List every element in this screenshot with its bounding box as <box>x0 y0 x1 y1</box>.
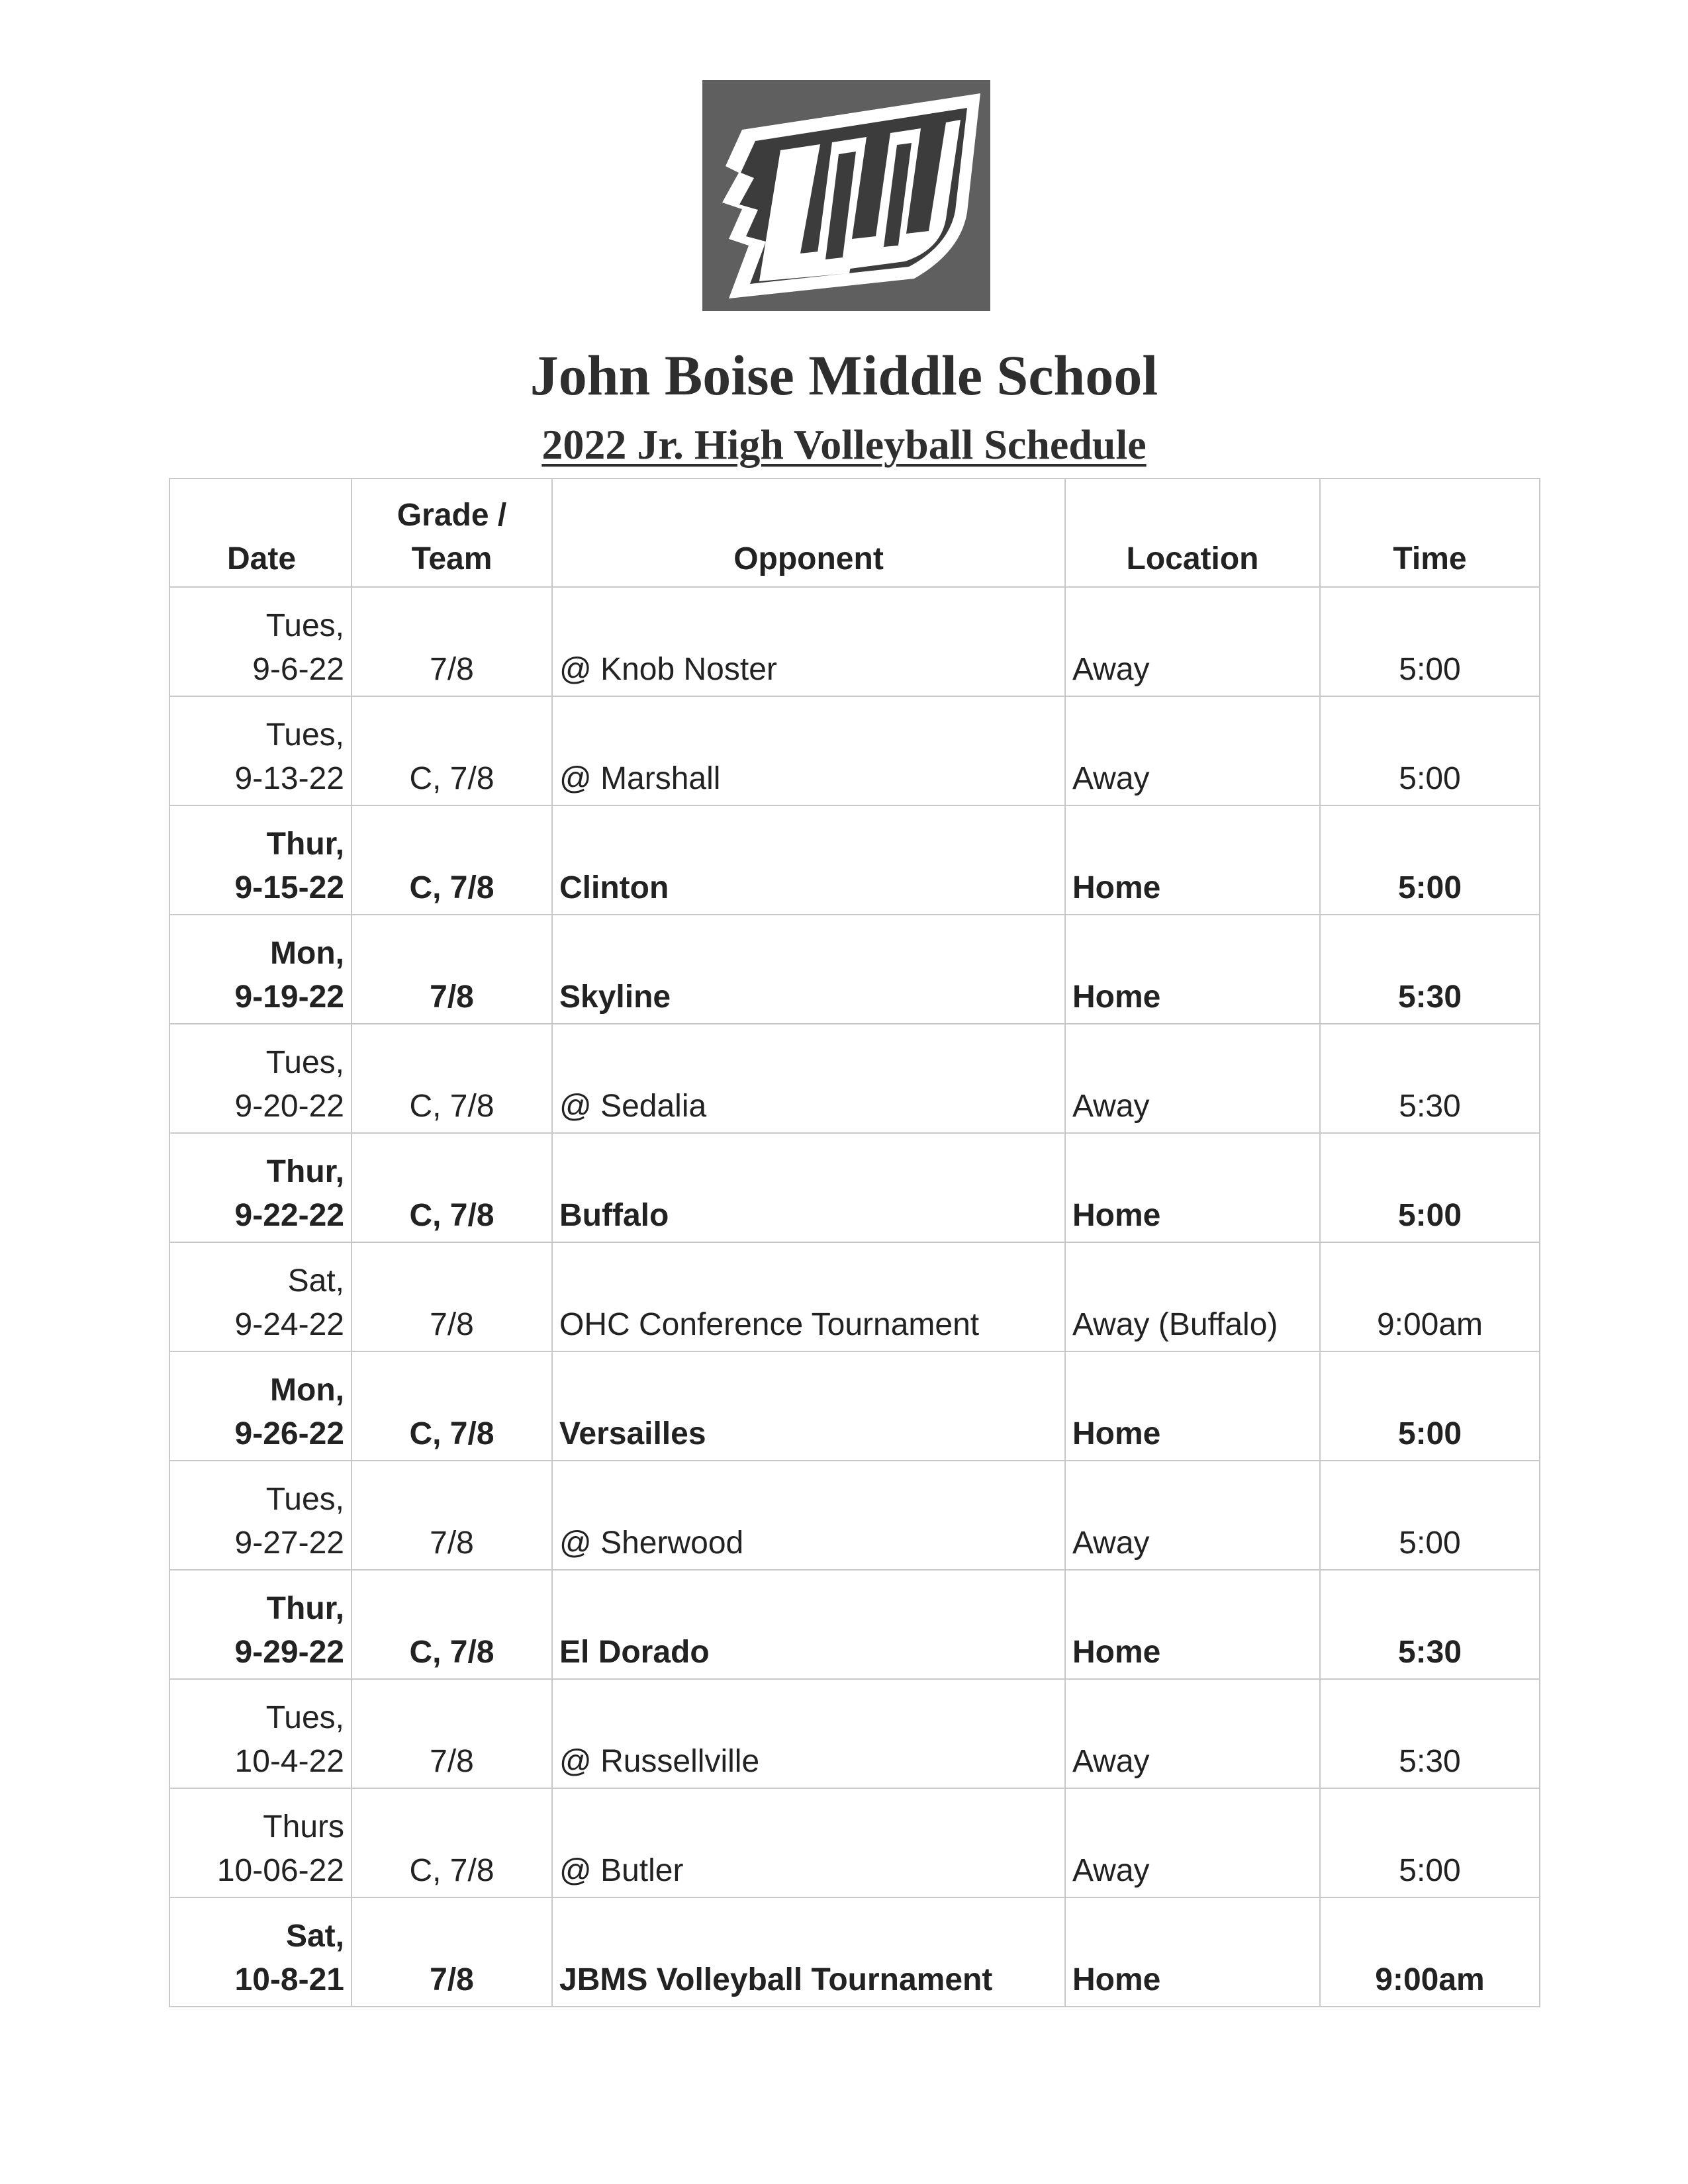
time-cell: 5:00 <box>1320 1788 1540 1897</box>
location-cell: Home <box>1065 1133 1320 1242</box>
date: 9-15-22 <box>234 870 344 905</box>
location-cell: Away <box>1065 1024 1320 1133</box>
time-cell: 5:00 <box>1320 587 1540 696</box>
time-cell: 5:00 <box>1320 1351 1540 1461</box>
time-cell: 5:30 <box>1320 1570 1540 1679</box>
grade-cell: C, 7/8 <box>352 1788 552 1897</box>
grade-cell: 7/8 <box>352 1679 552 1788</box>
date: 10-06-22 <box>216 1853 344 1888</box>
grade-cell: 7/8 <box>352 1461 552 1570</box>
lw-logo-icon <box>702 80 990 311</box>
date-cell <box>169 1133 352 1242</box>
opponent-cell: @ Sherwood <box>552 1461 1065 1570</box>
date-cell <box>169 1461 352 1570</box>
table-row <box>169 1351 1540 1461</box>
day: Tues, <box>265 717 344 752</box>
opponent-cell: Clinton <box>552 805 1065 915</box>
date-cell <box>169 1788 352 1897</box>
day: Mon, <box>270 936 344 971</box>
schedule-title-text: 2022 Jr. High Volleyball Schedule <box>541 421 1147 468</box>
opponent-cell: Buffalo <box>552 1133 1065 1242</box>
time-cell: 5:00 <box>1320 696 1540 805</box>
date: 9-6-22 <box>252 652 344 687</box>
opponent-cell: @ Marshall <box>552 696 1065 805</box>
table-row <box>169 1788 1540 1897</box>
table-row <box>169 1461 1540 1570</box>
date-cell <box>169 1897 352 2007</box>
table-row <box>169 1679 1540 1788</box>
school-name: John Boise Middle School <box>530 343 1158 407</box>
opponent-cell: @ Butler <box>552 1788 1065 1897</box>
time-cell: 5:30 <box>1320 915 1540 1024</box>
day: Thur, <box>266 827 344 862</box>
grade-cell: C, 7/8 <box>352 1570 552 1679</box>
date-cell <box>169 1679 352 1788</box>
time-cell: 5:30 <box>1320 1024 1540 1133</box>
location-cell: Away <box>1065 1788 1320 1897</box>
grade-cell: C, 7/8 <box>352 1024 552 1133</box>
time-cell: 9:00am <box>1320 1897 1540 2007</box>
grade-cell: C, 7/8 <box>352 805 552 915</box>
column-header-grade-line2: Team <box>411 541 492 576</box>
table-row <box>169 915 1540 1024</box>
date: 10-4-22 <box>234 1744 344 1779</box>
location-cell: Away <box>1065 696 1320 805</box>
table-row <box>169 1133 1540 1242</box>
day: Tues, <box>265 608 344 643</box>
time-cell: 5:00 <box>1320 1133 1540 1242</box>
location-cell: Home <box>1065 1351 1320 1461</box>
opponent-cell: OHC Conference Tournament <box>552 1242 1065 1351</box>
table-row <box>169 1897 1540 2007</box>
date: 9-27-22 <box>234 1525 344 1561</box>
opponent-cell: @ Russellville <box>552 1679 1065 1788</box>
date-cell <box>169 1024 352 1133</box>
table-row <box>169 696 1540 805</box>
day: Tues, <box>265 1700 344 1735</box>
day: Tues, <box>265 1482 344 1517</box>
grade-cell: 7/8 <box>352 587 552 696</box>
date-cell <box>169 805 352 915</box>
date-cell <box>169 1242 352 1351</box>
opponent-cell: Skyline <box>552 915 1065 1024</box>
date: 9-19-22 <box>234 979 344 1015</box>
opponent-cell: JBMS Volleyball Tournament <box>552 1897 1065 2007</box>
grade-cell: C, 7/8 <box>352 1133 552 1242</box>
time-cell: 5:00 <box>1320 1461 1540 1570</box>
date-cell <box>169 696 352 805</box>
location-cell: Away <box>1065 587 1320 696</box>
table-header-row <box>169 478 1540 587</box>
column-header-location: Location <box>1065 478 1320 587</box>
column-header-grade <box>352 478 552 587</box>
date: 10-8-21 <box>234 1962 344 1997</box>
day: Thur, <box>266 1591 344 1626</box>
column-header-opponent: Opponent <box>552 478 1065 587</box>
table-row <box>169 1242 1540 1351</box>
day: Sat, <box>285 1919 344 1954</box>
schedule-table <box>169 478 1540 2007</box>
day: Sat, <box>287 1263 344 1298</box>
school-logo <box>702 80 990 311</box>
time-cell: 5:00 <box>1320 805 1540 915</box>
column-header-time: Time <box>1320 478 1540 587</box>
location-cell: Away <box>1065 1679 1320 1788</box>
location-cell: Away (Buffalo) <box>1065 1242 1320 1351</box>
time-cell: 5:30 <box>1320 1679 1540 1788</box>
table-row <box>169 1024 1540 1133</box>
day: Tues, <box>265 1045 344 1080</box>
day: Thurs <box>263 1809 344 1844</box>
date: 9-22-22 <box>234 1198 344 1233</box>
date-cell <box>169 1570 352 1679</box>
opponent-cell: @ Sedalia <box>552 1024 1065 1133</box>
opponent-cell: El Dorado <box>552 1570 1065 1679</box>
date: 9-29-22 <box>234 1635 344 1670</box>
opponent-cell: @ Knob Noster <box>552 587 1065 696</box>
grade-cell: 7/8 <box>352 915 552 1024</box>
table-row <box>169 587 1540 696</box>
column-header-grade-line1: Grade / <box>397 498 507 533</box>
opponent-cell: Versailles <box>552 1351 1065 1461</box>
column-header-date: Date <box>169 478 352 587</box>
grade-cell: 7/8 <box>352 1242 552 1351</box>
date-cell <box>169 1351 352 1461</box>
time-cell: 9:00am <box>1320 1242 1540 1351</box>
date: 9-24-22 <box>234 1307 344 1342</box>
date-cell <box>169 587 352 696</box>
location-cell: Home <box>1065 915 1320 1024</box>
table-row <box>169 1570 1540 1679</box>
date: 9-20-22 <box>234 1089 344 1124</box>
day: Mon, <box>270 1373 344 1408</box>
location-cell: Away <box>1065 1461 1320 1570</box>
grade-cell: C, 7/8 <box>352 696 552 805</box>
location-cell: Home <box>1065 1897 1320 2007</box>
grade-cell: C, 7/8 <box>352 1351 552 1461</box>
location-cell: Home <box>1065 1570 1320 1679</box>
table-row <box>169 805 1540 915</box>
location-cell: Home <box>1065 805 1320 915</box>
grade-cell: 7/8 <box>352 1897 552 2007</box>
schedule-title <box>0 417 1688 473</box>
day: Thur, <box>266 1154 344 1189</box>
date: 9-26-22 <box>234 1416 344 1451</box>
date-cell <box>169 915 352 1024</box>
date: 9-13-22 <box>234 761 344 796</box>
